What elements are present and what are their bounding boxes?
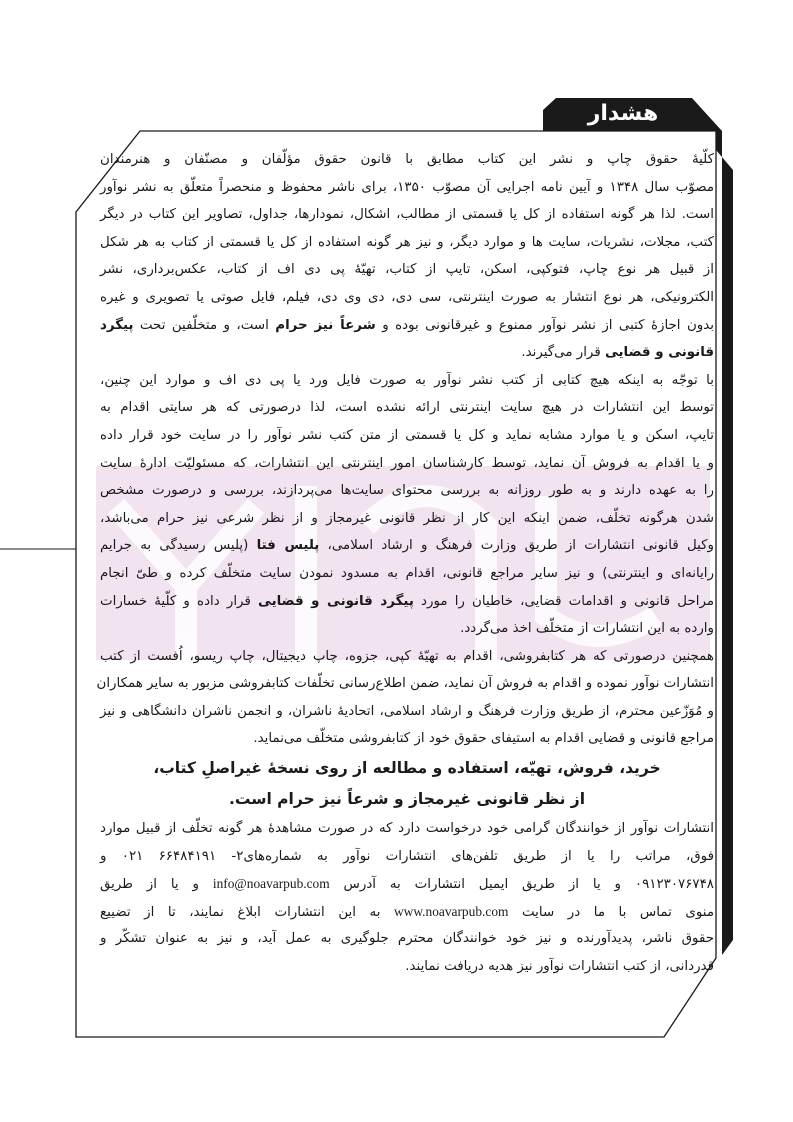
text-segment: و مُوَزّعین محترم، از طریق وزارت فرهنگ و ارشاد اسلامی، اتحادیهٔ ناشران، و انجمن ناشران دانشگاهی و نیز [100, 703, 714, 719]
text-line [100, 450, 714, 478]
bold-text: پیگرد [100, 317, 134, 333]
text-line [100, 477, 714, 505]
text-line [100, 339, 714, 367]
text-segment: است، و متخلّفین تحت [133, 317, 276, 333]
text-line [100, 174, 714, 202]
text-line [100, 843, 714, 871]
text-line [100, 284, 714, 312]
text-segment: را به عهده دارند و به طور روزانه به بررسی محتوای سایت‌ها می‌پردازند، بررسی و درصورت مشخص [100, 483, 714, 499]
contact-link-text[interactable]: info@noavarpub.com [212, 876, 330, 892]
contact-link-text[interactable]: www.noavarpub.com [394, 903, 509, 919]
text-segment: (پلیس رسیدگی به جرایم [100, 538, 257, 554]
text-segment: مراحل قانونی و اقدامات قضایی، خاطیان را مورد [413, 593, 715, 609]
text-line [100, 925, 714, 953]
text-line [100, 256, 714, 284]
text-segment: شدن هرگونه تخلّف، ضمن اینکه این کار از نظر قانونی غیرمجاز و از نظر شرعی نیز حرام می‌باشد، [100, 510, 714, 526]
paragraph-1 [100, 146, 714, 367]
text-segment: حقوق ناشر، پدیدآورنده و نیز خود خوانندگان محترم جلوگیری به عمل آید، و نیز به عنوان تشکّر و [100, 931, 714, 947]
text-line [100, 229, 714, 257]
text-segment: الکترونیکی، هر نوع انتشار به صورت اینترنتی، سی دی، دی وی دی، فیلم، فایل صوتی یا تصویری و غیره [100, 289, 714, 305]
bold-text: قانونی و قضایی [604, 345, 714, 361]
text-line [100, 146, 714, 174]
text-segment: همچنین درصورتی که هر کتابفروشی، اقدام به تهیّهٔ کپی، جزوه، چاپ دیجیتال، چاپ ریسو، اُفست از کتب [100, 648, 714, 664]
text-line [100, 560, 714, 588]
text-segment: وکیل قانونی انتشارات از طریق وزارت فرهنگ و ارشاد اسلامی، [319, 538, 714, 554]
text-segment: مصوّب سال ۱۳۴۸ و آیین نامه اجرایی آن مصوّب ۱۳۵۰، برای ناشر محفوظ و منحصراً متعلّق به نشر نوآور [100, 179, 714, 195]
text-segment: به این انتشارات ابلاغ نمایند، تا از تضییع [100, 904, 395, 920]
text-segment: قرار داده و کلّیهٔ خسارات [100, 593, 259, 609]
text-segment: قدردانی، از کتب انتشارات نوآور نیز هدیه دریافت نمایند. [405, 959, 714, 975]
warning-body [96, 146, 715, 981]
text-line [96, 670, 714, 698]
text-segment: کتب، مجلات، نشریات، سایت ها و موارد دیگر، و نیز هر گونه استفاده از کل یا قسمتی از کتاب به هر شکل [100, 234, 714, 250]
text-line [100, 615, 714, 643]
text-line [100, 201, 714, 229]
text-segment: انتشارات نوآور نموده و اقدام به فروش آن نماید، ضمن اطلاع‌رسانی تخلّفات کتابفروشی مزبور به سایر همکاران [96, 676, 714, 692]
text-line [100, 815, 714, 843]
text-line [100, 898, 714, 926]
paragraph-3 [96, 643, 714, 753]
text-segment: با توجّه به اینکه هیچ کتابی از کتب نشر نوآور به صورت فایل ورد یا پی دی اف و موارد این چنین، [100, 372, 714, 388]
text-segment: و یا از طریق [100, 877, 213, 893]
text-segment: مراجع قانونی و قضایی اقدام به استیفای حقوق خود از کتابفروشی متخلّف می‌نماید. [253, 731, 714, 747]
text-line [100, 312, 714, 340]
text-segment: وارده به این انتشارات از متخلّف اخذ می‌گردد. [460, 621, 714, 637]
text-line [100, 643, 714, 671]
contact-paragraph [100, 815, 714, 981]
text-segment: قرار می‌گیرند. [521, 345, 605, 361]
bold-text: پیگرد قانونی و قضایی [258, 593, 414, 609]
text-segment: تایپ، اسکن و یا موارد مشابه نماید و کل یا قسمتی از متن کتب نشر نوآور را در سایت خود قرار داده [100, 427, 714, 443]
text-segment: کلّیهٔ حقوق چاپ و نشر این کتاب مطابق با قانون حقوق مؤلّفان و مصنّفان و هنرمندان [100, 152, 714, 167]
text-segment: توسط این انتشارات در هیچ سایت اینترنتی ارائه نشده است، لذا درصورتی که هر سایتی اقدام به [100, 400, 714, 416]
bold-text: شرعاً نیز حرام [275, 317, 376, 333]
heading-line: خرید، فروش، تهیّه، استفاده و مطالعه از روی نسخهٔ غیراصلِ کتاب، [153, 759, 661, 778]
text-segment: رایانه‌ای و اینترنتی) و نیز سایر مراجع قانونی، اقدام به مسدود نمودن سایت متخلّف کرده و طیّ انجام [100, 565, 714, 581]
text-line [100, 953, 714, 981]
text-segment: فوق، مراتب را یا از طریق تلفن‌های انتشارات نوآور به شماره‌های۲- ۶۶۴۸۴۱۹۱ ۰۲۱ و [100, 848, 714, 864]
text-line [100, 588, 714, 616]
text-line [100, 422, 714, 450]
text-line [100, 725, 714, 753]
text-segment: از قبیل هر نوع چاپ، فتوکپی، اسکن، تایپ از کتاب، تهیّهٔ پی دی اف از کتاب، عکس‌برداری، نشر [100, 262, 714, 278]
text-line [100, 532, 714, 560]
heading-line: از نظر قانونی غیرمجاز و شرعاً نیز حرام است. [228, 790, 586, 809]
text-segment: بدون اجازهٔ کتبی از نشر نوآور ممنوع و غیرقانونی بوده و [375, 317, 714, 333]
text-line [100, 394, 714, 422]
text-segment: و یا اقدام به فروش آن نماید، توسط کارشناسان امور اینترنتی این انتشارات، که مسئولیّت ادارهٔ سایت [100, 455, 714, 471]
text-line [100, 367, 714, 395]
bold-text: پلیس فتا [256, 538, 320, 554]
text-segment: ۰۹۱۲۳۰۷۶۷۴۸ و یا از طریق ایمیل انتشارات به آدرس [329, 877, 714, 893]
text-segment: انتشارات نوآور از خوانندگان گرامی خود درخواست دارد که در صورت مشاهدهٔ هر گونه تخلّف از قبیل موارد [100, 821, 714, 837]
text-segment: است. لذا هر گونه استفاده از کل یا قسمتی از مطالب، اشکال، نمودارها، جداول، تصاویر این کتاب در دیگر [100, 207, 714, 223]
emphasis-heading [100, 753, 714, 815]
text-line [100, 698, 714, 726]
text-line [100, 505, 714, 533]
text-segment: منوی تماس با ما در سایت [508, 904, 714, 920]
text-line [100, 870, 714, 898]
warning-title: هشدار [587, 101, 659, 126]
paragraph-2 [100, 367, 714, 643]
